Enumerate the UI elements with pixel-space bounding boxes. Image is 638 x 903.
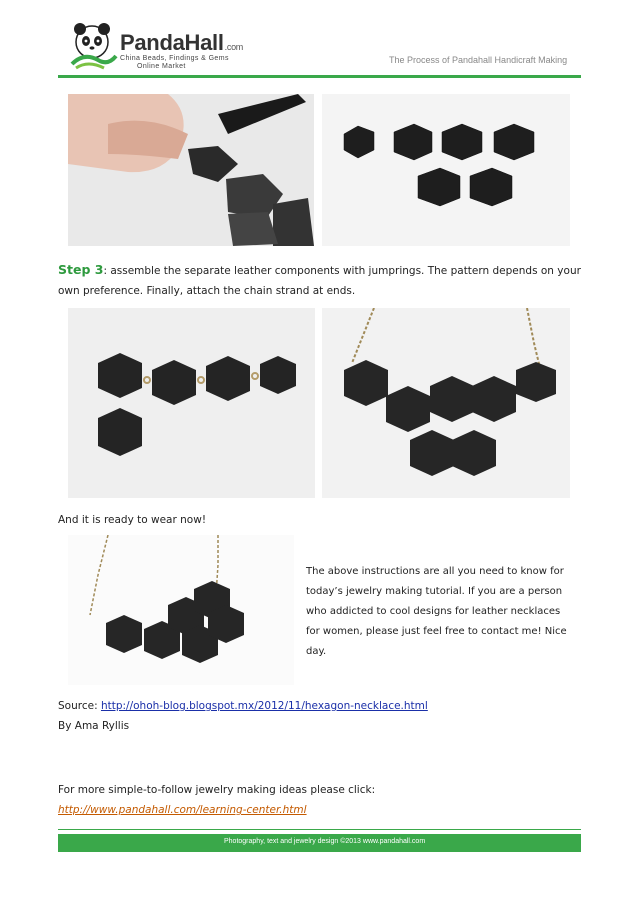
learning-center-link[interactable]: http://www.pandahall.com/learning-center.html (58, 804, 307, 816)
photo-hexagons-laid-out (322, 94, 570, 246)
brand-suffix: .com (224, 42, 243, 52)
header-rule (58, 75, 581, 78)
photo-tracing-hexagon (68, 94, 314, 246)
side-line-3: who addicted to cool designs for leather necklaces (306, 606, 561, 617)
source-link[interactable]: http://ohoh-blog.blogspot.mx/2012/11/hexagon-necklace.html (100, 700, 428, 712)
tagline-1: China Beads, Findings & Gems (120, 55, 229, 62)
footer-rule (58, 829, 581, 830)
header-subtitle: The Process of Pandahall Handicraft Making (389, 55, 568, 65)
tagline-2: Online Market (137, 63, 186, 70)
more-block (58, 780, 375, 820)
side-line-5: day. (306, 646, 327, 657)
more-text: For more simple-to-follow jewelry making ideas please click: (58, 784, 376, 796)
step3-text-2: own preference. Finally, attach the chain strand at ends. (58, 285, 356, 297)
photo-necklace-with-chain (322, 308, 570, 498)
brand-name: PandaHall.com (120, 30, 243, 55)
source-author: By Ama Ryllis (58, 720, 130, 732)
side-line-1: The above instructions are all you need to know for (306, 566, 564, 577)
side-line-2: today’s jewelry making tutorial. If you are a person (306, 586, 563, 597)
source-block (58, 696, 428, 736)
photo-assembled-pieces (68, 308, 315, 498)
step3-label: Step 3 (58, 262, 104, 277)
footer-text: Photography, text and jewelry design ©2013 www.pandahall.com (224, 838, 426, 845)
source-label: Source: (58, 700, 101, 712)
photo-finished-necklace (68, 535, 294, 685)
ready-text: And it is ready to wear now! (58, 514, 207, 526)
step3-text-1: : assemble the separate leather components with jumprings. The pattern depends on your (103, 265, 581, 277)
panda-logo (64, 20, 124, 76)
step3-paragraph (58, 260, 583, 301)
side-line-4: for women, please just feel free to contact me! Nice (306, 626, 567, 637)
side-paragraph (306, 562, 581, 662)
